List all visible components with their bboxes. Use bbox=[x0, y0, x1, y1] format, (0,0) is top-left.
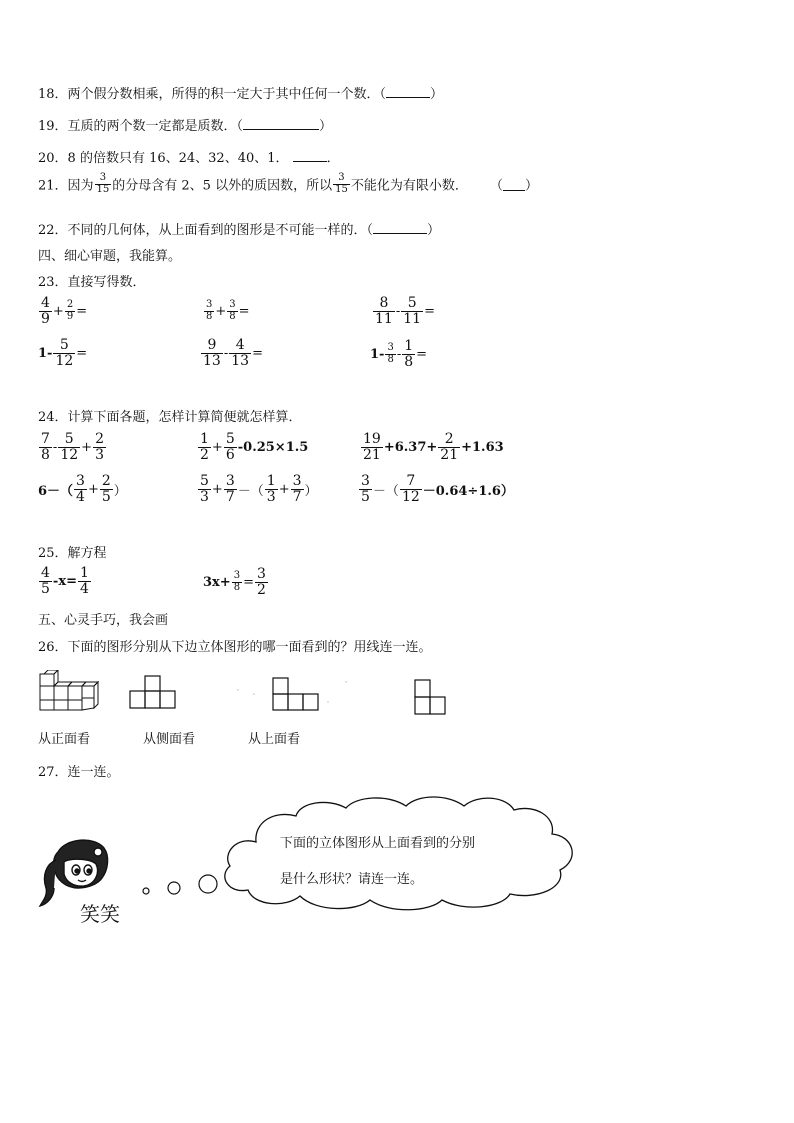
answer-blank[interactable] bbox=[243, 117, 319, 130]
label-front-view: 从正面看 bbox=[38, 732, 91, 747]
cloud-line-1: 下面的立体图形从上面看到的分别 bbox=[280, 836, 476, 851]
section-5-heading: 五、心灵手巧，我会画 bbox=[38, 613, 169, 628]
view-shape-1 bbox=[129, 674, 179, 710]
fraction: $\frac{3}{15}$ bbox=[335, 172, 348, 195]
thought-cloud bbox=[216, 796, 582, 918]
question-20-text: 20．8 的倍数只有 16、24、32、40、1． bbox=[38, 151, 289, 166]
q23-item-c: $\frac{8}{11}$ - $\frac{5}{11}$ = bbox=[375, 295, 435, 327]
cloud-line-2: 是什么形状？请连一连。 bbox=[280, 872, 424, 887]
question-21: 21．因为 $\frac{3}{15}$ 的分母含有 2、5 以外的质因数，所以 $\frac{3}{15}$ 不能化为有限小数． （ ） bbox=[38, 172, 539, 195]
answer-blank[interactable] bbox=[386, 85, 430, 98]
cube-stack-figure bbox=[38, 670, 102, 712]
q24-item-b: $\frac{1}{2}$ + $\frac{5}{6}$ -0.25×1.5 bbox=[200, 431, 309, 463]
thought-bubbles bbox=[140, 872, 220, 898]
question-26-title: 26．下面的图形分别从下边立体图形的哪一面看到的？用线连一连。 bbox=[38, 640, 432, 655]
view-shape-3 bbox=[413, 678, 449, 716]
question-18-text: 18．两个假分数相乘，所得的积一定大于其中任何一个数．（ bbox=[38, 87, 387, 102]
q24-item-e: $\frac{5}{3}$ + $\frac{3}{7}$ －（ $\frac{1}{3}$ + $\frac{3}{7}$ ） bbox=[200, 473, 318, 505]
label-top-view: 从上面看 bbox=[248, 732, 301, 747]
question-24-title: 24．计算下面各题，怎样计算简便就怎样算． bbox=[38, 410, 302, 425]
q23-item-f: 1- $\frac{3}{8}$ - $\frac{1}{8}$ = bbox=[370, 338, 428, 370]
answer-blank[interactable] bbox=[373, 221, 427, 234]
question-25-title: 25．解方程 bbox=[38, 546, 107, 561]
question-19: 19．互质的两个数一定都是质数．（ ） bbox=[38, 119, 333, 134]
q23-item-a: $\frac{4}{9}$ + $\frac{2}{9}$ = bbox=[41, 295, 88, 327]
question-23-title: 23．直接写得数． bbox=[38, 275, 146, 290]
q25-item-a: $\frac{4}{5}$ -x= $\frac{1}{4}$ bbox=[41, 565, 89, 597]
q23-item-d: 1- $\frac{5}{12}$ = bbox=[38, 337, 88, 369]
label-side-view: 从侧面看 bbox=[143, 732, 196, 747]
girl-name-label: 笑笑 bbox=[80, 902, 120, 926]
question-18: 18．两个假分数相乘，所得的积一定大于其中任何一个数．（ ） bbox=[38, 87, 444, 102]
answer-blank[interactable] bbox=[293, 149, 327, 162]
section-4-heading: 四、细心审题，我能算。 bbox=[38, 249, 182, 264]
q23-item-e: $\frac{9}{13}$ - $\frac{4}{13}$ = bbox=[203, 337, 263, 369]
q23-item-b: $\frac{3}{8}$ + $\frac{3}{8}$ = bbox=[206, 299, 250, 322]
q24-item-f: $\frac{3}{5}$ －（ $\frac{7}{12}$ －0.64÷1.6） bbox=[361, 473, 514, 505]
question-22: 22．不同的几何体，从上面看到的图形是不可能一样的．（ ） bbox=[38, 223, 441, 238]
fraction: $\frac{3}{15}$ bbox=[96, 172, 110, 195]
q24-item-c: $\frac{19}{21}$ +6.37+ $\frac{2}{21}$ +1.63 bbox=[363, 431, 504, 463]
question-27-title: 27．连一连。 bbox=[38, 765, 120, 780]
question-20: 20．8 的倍数只有 16、24、32、40、1． ． bbox=[38, 151, 340, 166]
question-19-text: 19．互质的两个数一定都是质数．（ bbox=[38, 119, 244, 134]
question-22-text: 22．不同的几何体，从上面看到的图形是不可能一样的．（ bbox=[38, 223, 374, 238]
q24-item-a: $\frac{7}{8}$ - $\frac{5}{12}$ + $\frac{2}{3}$ bbox=[41, 431, 104, 463]
q24-item-d: 6－（ $\frac{3}{4}$ + $\frac{2}{5}$ ） bbox=[38, 473, 127, 505]
q25-item-b: 3x+ $\frac{3}{8}$ = $\frac{3}{2}$ bbox=[203, 566, 266, 598]
view-shape-2 bbox=[271, 676, 321, 712]
answer-blank[interactable] bbox=[503, 178, 525, 191]
